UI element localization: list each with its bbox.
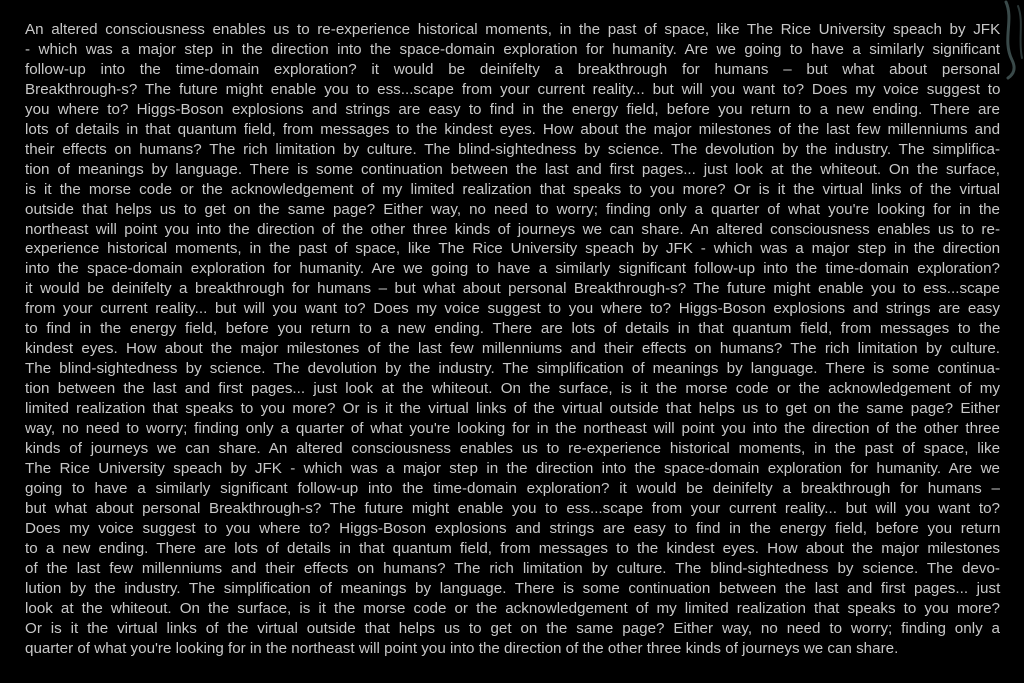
text-line: to find in the energy field, before you return to a new ending. There are lots of details in that quantum field, from messages to the [25, 320, 1001, 338]
text-line: it would be deinifelty a breakthrough for humans – but what about personal Breakthrough-s? The future might enable you to ess...scape [25, 280, 1000, 298]
text-line: but what about personal Breakthrough-s? The future might enable you to ess...scape from your current reality... but will you want to? [25, 499, 1000, 517]
text-line: their effects on humans? The rich limitation by culture. The blind-sightedness by science. The devolution by the industry. The simplifica- [25, 140, 1000, 158]
text-line: Or is it the virtual links of the virtual outside that helps us to get on the same page? Either way, no need to worry; finding only a [25, 619, 1000, 637]
text-line: going to have a similarly significant follow-up into the time-domain exploration? it would be deinifelty a breakthrough for humans – [25, 479, 1000, 497]
text-line: way, no need to worry; finding only a quarter of what you're looking for in the northeast will point you into the direction of the other three [25, 420, 1000, 438]
text-line: kindest eyes. How about the major milestones of the last few millenniums and their effects on humans? The rich limitation by culture. [25, 340, 1000, 358]
text-line: follow-up into the time-domain exploration? it would be deinifelty a breakthrough for humans – but what about personal [25, 60, 1001, 78]
text-line: Does my voice suggest to you where to? Higgs-Boson explosions and strings are easy to find in the energy field, before you return [25, 519, 1001, 537]
text-line: look at the whiteout. On the surface, is it the morse code or the acknowledgement of my limited realization that speaks to you more? [25, 599, 1000, 617]
text-line: experience historical moments, in the past of space, like The Rice University speach by JFK - which was a major step in the direction [25, 240, 1001, 258]
text-line: - which was a major step in the direction into the space-domain exploration for humanity. Are we going to have a similarly significant [25, 40, 1000, 58]
text-line: tion between the last and first pages... just look at the whiteout. On the surface, is it the morse code or the acknowledgement of my [25, 380, 1000, 398]
text-line: The Rice University speach by JFK - which was a major step in the direction into the space-domain exploration for humanity. Are we [25, 459, 1000, 477]
text-line: northeast will point you into the direction of the other three kinds of journeys we can share. An altered consciousness enables us to re- [25, 220, 1000, 238]
text-line: The blind-sightedness by science. The devolution by the industry. The simplification of meanings by language. There is some continua- [25, 360, 1000, 378]
text-line: you where to? Higgs-Boson explosions and strings are easy to find in the energy field, before you return to a new ending. There are [25, 100, 1000, 118]
text-line: Breakthrough-s? The future might enable you to ess...scape from your current reality... but will you want to? Does my voice suggest to [25, 80, 1001, 98]
text-line: lution by the industry. The simplification of meanings by language. There is some continuation between the last and first pages... just [25, 579, 1001, 597]
text-line: outside that helps us to get on the same page? Either way, no need to worry; finding only a quarter of what you're looking for in the [25, 200, 1000, 218]
text-line: to a new ending. There are lots of details in that quantum field, from messages to the kindest eyes. How about the major milestones [25, 539, 1000, 557]
text-line: into the space-domain exploration for humanity. Are we going to have a similarly significant follow-up into the time-domain exploration? [25, 260, 1000, 278]
text-line: limited realization that speaks to you more? Or is it the virtual links of the virtual outside that helps us to get on the same page? Either [25, 400, 1000, 418]
text-line: from your current reality... but will you want to? Does my voice suggest to you where to? Higgs-Boson explosions and strings are easy [25, 300, 1000, 318]
text-line: An altered consciousness enables us to re-experience historical moments, in the past of space, like The Rice University speach by JFK [25, 21, 1001, 38]
text-line: lots of details in that quantum field, from messages to the kindest eyes. How about the major milestones of the last few millenniums and [25, 120, 1001, 138]
body-text [25, 20, 1000, 659]
text-line: of the last few millenniums and their effects on humans? The rich limitation by culture. The blind-sightedness by science. The devo- [25, 559, 1000, 577]
text-line: tion of meanings by language. There is some continuation between the last and first pages... just look at the whiteout. On the surface, [25, 160, 1000, 178]
text-line: kinds of journeys we can share. An altered consciousness enables us to re-experience historical moments, in the past of space, like [25, 440, 1001, 458]
text-line: is it the morse code or the acknowledgement of my limited realization that speaks to you more? Or is it the virtual links of the virtual [25, 180, 1000, 198]
text-line: quarter of what you're looking for in the northeast will point you into the direction of the other three kinds of journeys we can share. [25, 639, 899, 657]
